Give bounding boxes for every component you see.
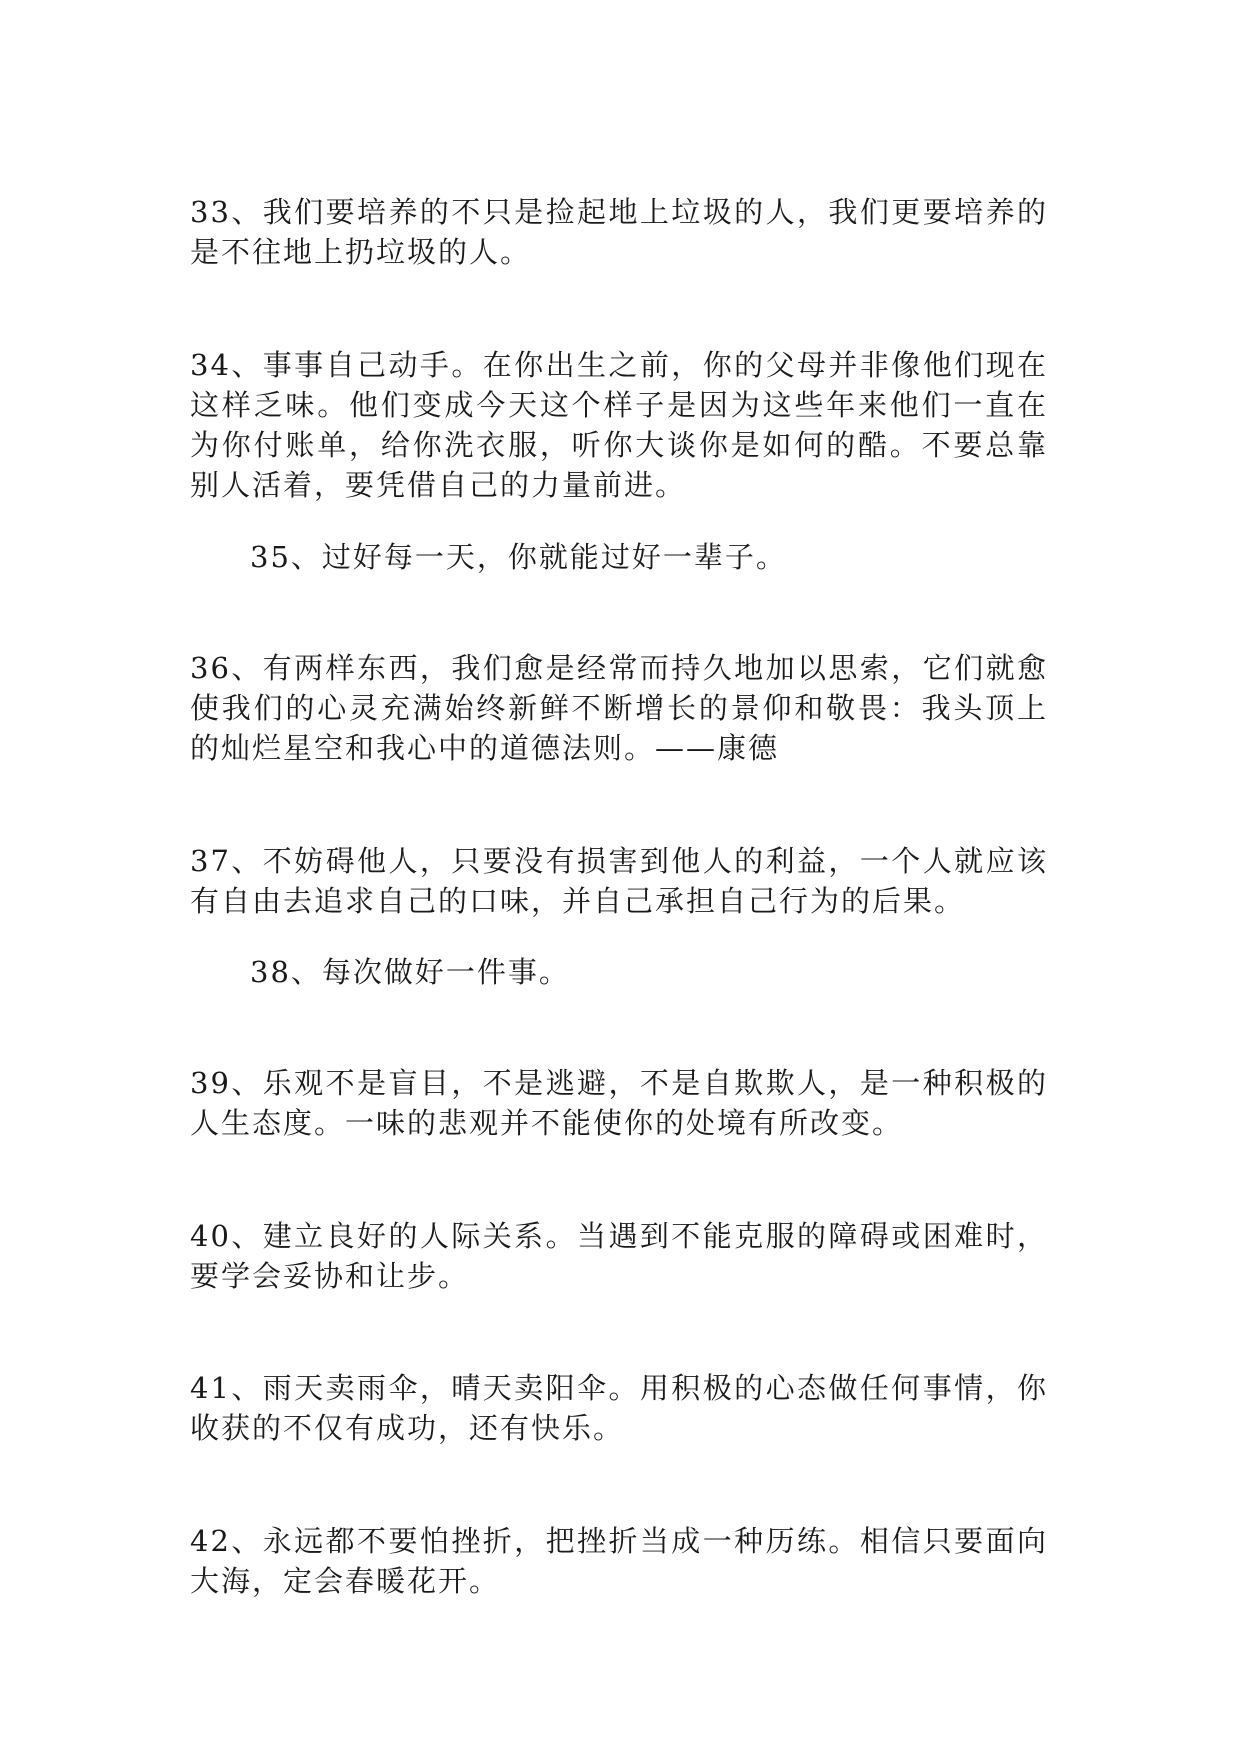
paragraph-33: 33、我们要培养的不只是捡起地上垃圾的人，我们更要培养的是不往地上扔垃圾的人。 bbox=[190, 195, 1048, 269]
paragraph-38: 38、每次做好一件事。 bbox=[250, 955, 570, 989]
paragraph-40: 40、建立良好的人际关系。当遇到不能克服的障碍或困难时，要学会妥协和让步。 bbox=[190, 1219, 1048, 1293]
paragraph-37: 37、不妨碍他人，只要没有损害到他人的利益，一个人就应该有自由去追求自己的口味，并自己承担自己行为的后果。 bbox=[190, 844, 1048, 918]
paragraph-34: 34、事事自己动手。在你出生之前，你的父母并非像他们现在这样乏味。他们变成今天这个样子是因为这些年来他们一直在为你付账单，给你洗衣服，听你大谈你是如何的酷。不要总靠别人活着，要凭借自己的力量前进。 bbox=[190, 348, 1048, 502]
paragraph-35: 35、过好每一天，你就能过好一辈子。 bbox=[250, 540, 787, 574]
paragraph-42: 42、永远都不要怕挫折，把挫折当成一种历练。相信只要面向大海，定会春暖花开。 bbox=[190, 1524, 1048, 1598]
paragraph-36: 36、有两样东西，我们愈是经常而持久地加以思索，它们就愈使我们的心灵充满始终新鲜不断增长的景仰和敬畏：我头顶上的灿烂星空和我心中的道德法则。——康德 bbox=[190, 651, 1048, 765]
paragraph-39: 39、乐观不是盲目，不是逃避，不是自欺欺人，是一种积极的人生态度。一味的悲观并不能使你的处境有所改变。 bbox=[190, 1066, 1048, 1140]
paragraph-41: 41、雨天卖雨伞，晴天卖阳伞。用积极的心态做任何事情，你收获的不仅有成功，还有快乐。 bbox=[190, 1371, 1048, 1445]
